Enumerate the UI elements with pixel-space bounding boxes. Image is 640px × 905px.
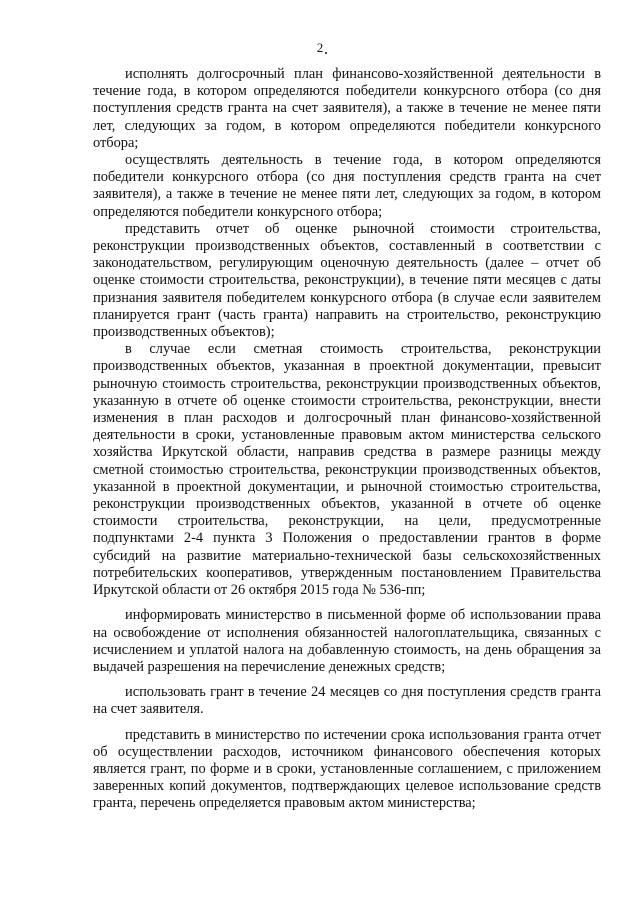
- scan-speck: [325, 52, 327, 54]
- page-number: 2: [316, 40, 324, 55]
- paragraph-gap: [93, 676, 601, 684]
- paragraph-cost-difference: в случае если сметная стоимость строительства, реконструкции производственных объектов, указанная в проектной документации, превысит рыночную стоимость строительства, реконструкции производственных объектов, указанную в отчете об оценке стоимости строительства, реконструкции, внести изменения в план расходов и долгосрочный план финансово-хозяйственной деятельности в сроки, установленные правовым актом министерства сельского хозяйства Иркутской области, направив средства в размере разницы между сметной стоимостью строительства, реконструкции производственных объектов, указанной в проектной документации, и рыночной стоимостью строительства, реконструкции производственных объектов, указанной в отчете об оценке стоимости строительства, реконструкции, на цели, предусмотренные подпунктами 2-4 пункта 3 Положения о предоставлении грантов в форме субсидий на развитие материально-технической базы сельскохозяйственных потребительских кооперативов, утвержденным постановлением Правительства Иркутской области от 26 октября 2015 года № 536-пп;: [93, 341, 601, 599]
- document-body: [93, 66, 601, 813]
- paragraph-vat-notice: информировать министерство в письменной форме об использовании права на освобождение от исполнения обязанностей налогоплательщика, связанных с исчислением и уплатой налога на добавленную стоимость, на день обращения за выдачей разрешения на перечисление денежных средств;: [93, 607, 601, 675]
- paragraph-gap: [93, 599, 601, 607]
- paragraph-grant-usage: использовать грант в течение 24 месяцев со дня поступления средств гранта на счет заявителя.: [93, 684, 601, 718]
- paragraph-valuation-report: представить отчет об оценке рыночной стоимости строительства, реконструкции производственных объектов, составленный в соответствии с законодательством, регулирующим оценочную деятельность (далее – отчет об оценке стоимости строительства, реконструкции), в течение пяти месяцев с даты признания заявителя победителем конкурсного отбора (в случае если заявителем планируется грант (часть гранта) направить на строительство, реконструкцию производственных объектов);: [93, 220, 601, 341]
- paragraph-financial-plan: исполнять долгосрочный план финансово-хозяйственной деятельности в течение года, в котором определяются победители конкурсного отбора (со дня поступления средств гранта на счет заявителя), а также в течение не менее пяти лет, следующих за годом, в котором определяются победители конкурсного отбора;: [93, 66, 601, 151]
- paragraph-gap: [93, 719, 601, 727]
- paragraph-activity: осуществлять деятельность в течение года, в котором определяются победители конкурсного отбора (со дня поступления средств гранта на счет заявителя), а также в течение не менее пяти лет, следующих за годом, в котором определяются победители конкурсного отбора;: [93, 152, 601, 220]
- paragraph-expense-report: представить в министерство по истечении срока использования гранта отчет об осуществлении расходов, источником финансового обеспечения которых является грант, по форме и в сроки, установленные соглашением, с приложением заверенных копий документов, подтверждающих целевое использование средств гранта, перечень определяется правовым актом министерства;: [93, 726, 601, 812]
